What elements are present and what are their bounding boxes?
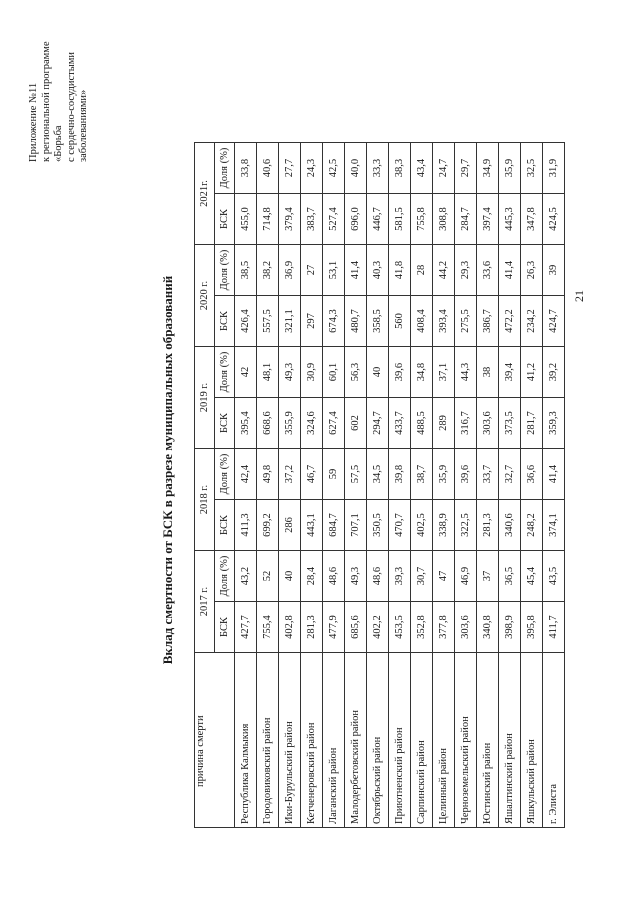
year-header: 2020 г. — [195, 245, 215, 347]
bsk-value: 402,8 — [279, 602, 301, 653]
table-row — [411, 143, 433, 828]
bsk-value: 322,5 — [455, 500, 477, 551]
bsk-value: 359,3 — [543, 398, 565, 449]
bsk-value: 397,4 — [477, 194, 499, 245]
share-value: 52 — [257, 551, 279, 602]
bsk-value: 674,3 — [323, 296, 345, 347]
share-value: 37,1 — [433, 347, 455, 398]
bsk-value: 275,5 — [455, 296, 477, 347]
share-value: 45,4 — [521, 551, 543, 602]
share-value: 33,6 — [477, 245, 499, 296]
appendix-line: с сердечно-сосудистыми — [65, 51, 77, 162]
bsk-value: 557,5 — [257, 296, 279, 347]
share-value: 53,1 — [323, 245, 345, 296]
share-value: 24,3 — [301, 143, 323, 194]
bsk-value: 433,7 — [389, 398, 411, 449]
bsk-value: 286 — [279, 500, 301, 551]
share-value: 49,8 — [257, 449, 279, 500]
share-value: 35,9 — [433, 449, 455, 500]
table-row — [323, 143, 345, 828]
share-value: 39,4 — [499, 347, 521, 398]
bsk-value: 374,1 — [543, 500, 565, 551]
bsk-value: 281,3 — [301, 602, 323, 653]
bsk-value: 377,8 — [433, 602, 455, 653]
bsk-value: 303,6 — [455, 602, 477, 653]
bsk-value: 424,7 — [543, 296, 565, 347]
row-name: Яшалтинский район — [499, 653, 521, 828]
appendix-line: Приложение №11 — [28, 82, 39, 162]
share-value: 43,2 — [235, 551, 257, 602]
bsk-value: 755,8 — [411, 194, 433, 245]
share-value: 40,0 — [345, 143, 367, 194]
share-value: 38 — [477, 347, 499, 398]
page-number: 21 — [572, 290, 586, 302]
share-value: 33,8 — [235, 143, 257, 194]
bsk-value: 355,9 — [279, 398, 301, 449]
bsk-value: 480,7 — [345, 296, 367, 347]
share-value: 43,5 — [543, 551, 565, 602]
bsk-value: 248,2 — [521, 500, 543, 551]
share-value: 39,3 — [389, 551, 411, 602]
share-value: 39,2 — [543, 347, 565, 398]
share-value: 27,7 — [279, 143, 301, 194]
appendix-note — [28, 22, 91, 162]
share-value: 26,3 — [521, 245, 543, 296]
row-name: Октябрьский район — [367, 653, 389, 828]
header-row-years — [195, 143, 215, 828]
row-name: Городовиковский район — [257, 653, 279, 828]
bsk-value: 308,8 — [433, 194, 455, 245]
share-value: 38,2 — [257, 245, 279, 296]
bsk-subheader: БСК — [215, 398, 235, 449]
row-name: Юстинский район — [477, 653, 499, 828]
table-row — [521, 143, 543, 828]
share-value: 41,4 — [499, 245, 521, 296]
bsk-value: 402,5 — [411, 500, 433, 551]
bsk-value: 338,9 — [433, 500, 455, 551]
bsk-value: 627,4 — [323, 398, 345, 449]
share-value: 42 — [235, 347, 257, 398]
bsk-value: 379,4 — [279, 194, 301, 245]
share-subheader: Доля (%) — [215, 347, 235, 398]
share-value: 46,9 — [455, 551, 477, 602]
bsk-value: 281,7 — [521, 398, 543, 449]
bsk-value: 602 — [345, 398, 367, 449]
bsk-value: 714,8 — [257, 194, 279, 245]
share-value: 36,9 — [279, 245, 301, 296]
share-value: 36,5 — [499, 551, 521, 602]
share-value: 56,3 — [345, 347, 367, 398]
bsk-value: 303,6 — [477, 398, 499, 449]
row-name: Республика Калмыкия — [235, 653, 257, 828]
share-value: 47 — [433, 551, 455, 602]
share-value: 41,2 — [521, 347, 543, 398]
bsk-value: 455,0 — [235, 194, 257, 245]
share-value: 29,7 — [455, 143, 477, 194]
table-row — [499, 143, 521, 828]
appendix-line: «Борьба — [53, 125, 64, 162]
bsk-value: 297 — [301, 296, 323, 347]
bsk-value: 696,0 — [345, 194, 367, 245]
bsk-value: 386,7 — [477, 296, 499, 347]
bsk-value: 707,1 — [345, 500, 367, 551]
cause-header: причина смерти — [195, 653, 235, 828]
bsk-subheader: БСК — [215, 602, 235, 653]
table-row — [367, 143, 389, 828]
bsk-subheader: БСК — [215, 296, 235, 347]
share-subheader: Доля (%) — [215, 449, 235, 500]
bsk-value: 472,2 — [499, 296, 521, 347]
bsk-value: 560 — [389, 296, 411, 347]
share-value: 37 — [477, 551, 499, 602]
share-subheader: Доля (%) — [215, 551, 235, 602]
row-name: Черноземельский район — [455, 653, 477, 828]
bsk-subheader: БСК — [215, 194, 235, 245]
bsk-value: 393,4 — [433, 296, 455, 347]
share-value: 38,3 — [389, 143, 411, 194]
bsk-value: 411,7 — [543, 602, 565, 653]
table-row — [389, 143, 411, 828]
bsk-value: 350,5 — [367, 500, 389, 551]
bsk-value: 424,5 — [543, 194, 565, 245]
bsk-value: 284,7 — [455, 194, 477, 245]
bsk-value: 324,6 — [301, 398, 323, 449]
year-header: 2018 г. — [195, 449, 215, 551]
share-value: 41,4 — [543, 449, 565, 500]
bsk-value: 446,7 — [367, 194, 389, 245]
bsk-value: 402,2 — [367, 602, 389, 653]
row-name: Сарпинский район — [411, 653, 433, 828]
bsk-value: 685,6 — [345, 602, 367, 653]
table-row — [345, 143, 367, 828]
bsk-value: 383,7 — [301, 194, 323, 245]
bsk-value: 427,7 — [235, 602, 257, 653]
bsk-value: 340,6 — [499, 500, 521, 551]
year-header: 2021г. — [195, 143, 215, 245]
bsk-value: 234,2 — [521, 296, 543, 347]
bsk-value: 684,7 — [323, 500, 345, 551]
bsk-value: 527,4 — [323, 194, 345, 245]
share-value: 36,6 — [521, 449, 543, 500]
share-value: 46,7 — [301, 449, 323, 500]
mortality-table — [194, 142, 565, 828]
share-value: 49,3 — [345, 551, 367, 602]
share-value: 57,5 — [345, 449, 367, 500]
bsk-value: 289 — [433, 398, 455, 449]
document-title: Вклад смертности от БСК в разрезе муниципальных образований — [160, 275, 175, 665]
share-value: 59 — [323, 449, 345, 500]
share-value: 39,6 — [389, 347, 411, 398]
share-value: 30,9 — [301, 347, 323, 398]
row-name: Малодербетовский район — [345, 653, 367, 828]
year-header: 2017 г. — [195, 551, 215, 653]
bsk-value: 347,8 — [521, 194, 543, 245]
bsk-value: 426,4 — [235, 296, 257, 347]
row-name: г. Элиста — [543, 653, 565, 828]
share-value: 44,3 — [455, 347, 477, 398]
share-value: 44,2 — [433, 245, 455, 296]
share-value: 40,3 — [367, 245, 389, 296]
bsk-value: 316,7 — [455, 398, 477, 449]
bsk-value: 453,5 — [389, 602, 411, 653]
share-value: 41,8 — [389, 245, 411, 296]
share-value: 29,3 — [455, 245, 477, 296]
share-value: 48,6 — [367, 551, 389, 602]
share-value: 34,5 — [367, 449, 389, 500]
bsk-subheader: БСК — [215, 500, 235, 551]
share-value: 41,4 — [345, 245, 367, 296]
bsk-value: 470,7 — [389, 500, 411, 551]
table-row — [433, 143, 455, 828]
bsk-value: 281,3 — [477, 500, 499, 551]
year-header: 2019 г. — [195, 347, 215, 449]
share-value: 34,9 — [477, 143, 499, 194]
share-value: 28,4 — [301, 551, 323, 602]
bsk-value: 445,3 — [499, 194, 521, 245]
share-value: 32,5 — [521, 143, 543, 194]
table-body — [235, 143, 565, 828]
bsk-value: 581,5 — [389, 194, 411, 245]
share-value: 28 — [411, 245, 433, 296]
share-value: 49,3 — [279, 347, 301, 398]
row-name: Целинный район — [433, 653, 455, 828]
share-value: 39 — [543, 245, 565, 296]
share-value: 42,4 — [235, 449, 257, 500]
share-value: 40,6 — [257, 143, 279, 194]
bsk-value: 668,6 — [257, 398, 279, 449]
share-value: 35,9 — [499, 143, 521, 194]
share-value: 60,1 — [323, 347, 345, 398]
row-name: Лаганский район — [323, 653, 345, 828]
bsk-value: 352,8 — [411, 602, 433, 653]
table-row — [235, 143, 257, 828]
share-value: 40 — [279, 551, 301, 602]
share-value: 37,2 — [279, 449, 301, 500]
share-value: 27 — [301, 245, 323, 296]
bsk-value: 321,1 — [279, 296, 301, 347]
table-row — [543, 143, 565, 828]
share-value: 24,7 — [433, 143, 455, 194]
bsk-value: 340,8 — [477, 602, 499, 653]
row-name: Яшкульский район — [521, 653, 543, 828]
bsk-value: 395,8 — [521, 602, 543, 653]
share-value: 43,4 — [411, 143, 433, 194]
share-value: 38,5 — [235, 245, 257, 296]
table-row — [279, 143, 301, 828]
share-value: 30,7 — [411, 551, 433, 602]
table-row — [257, 143, 279, 828]
bsk-value: 699,2 — [257, 500, 279, 551]
row-name: Приютненский район — [389, 653, 411, 828]
row-name: Кетченеровский район — [301, 653, 323, 828]
share-subheader: Доля (%) — [215, 143, 235, 194]
share-value: 40 — [367, 347, 389, 398]
bsk-value: 411,3 — [235, 500, 257, 551]
share-value: 42,5 — [323, 143, 345, 194]
bsk-value: 443,1 — [301, 500, 323, 551]
table-row — [477, 143, 499, 828]
appendix-line: к региональной программе — [40, 41, 52, 162]
bsk-value: 373,5 — [499, 398, 521, 449]
appendix-line: заболеваниями» — [78, 89, 89, 162]
table-row — [301, 143, 323, 828]
share-subheader: Доля (%) — [215, 245, 235, 296]
share-value: 32,7 — [499, 449, 521, 500]
bsk-value: 755,4 — [257, 602, 279, 653]
bsk-value: 398,9 — [499, 602, 521, 653]
row-name: Ики-Бурульский район — [279, 653, 301, 828]
share-value: 48,1 — [257, 347, 279, 398]
bsk-value: 488,5 — [411, 398, 433, 449]
share-value: 39,6 — [455, 449, 477, 500]
table-row — [455, 143, 477, 828]
bsk-value: 358,5 — [367, 296, 389, 347]
share-value: 38,7 — [411, 449, 433, 500]
share-value: 33,7 — [477, 449, 499, 500]
rotated-content — [0, 30, 600, 850]
share-value: 31,9 — [543, 143, 565, 194]
share-value: 34,8 — [411, 347, 433, 398]
share-value: 33,3 — [367, 143, 389, 194]
bsk-value: 477,9 — [323, 602, 345, 653]
bsk-value: 408,4 — [411, 296, 433, 347]
share-value: 48,6 — [323, 551, 345, 602]
bsk-value: 294,7 — [367, 398, 389, 449]
bsk-value: 395,4 — [235, 398, 257, 449]
share-value: 39,8 — [389, 449, 411, 500]
